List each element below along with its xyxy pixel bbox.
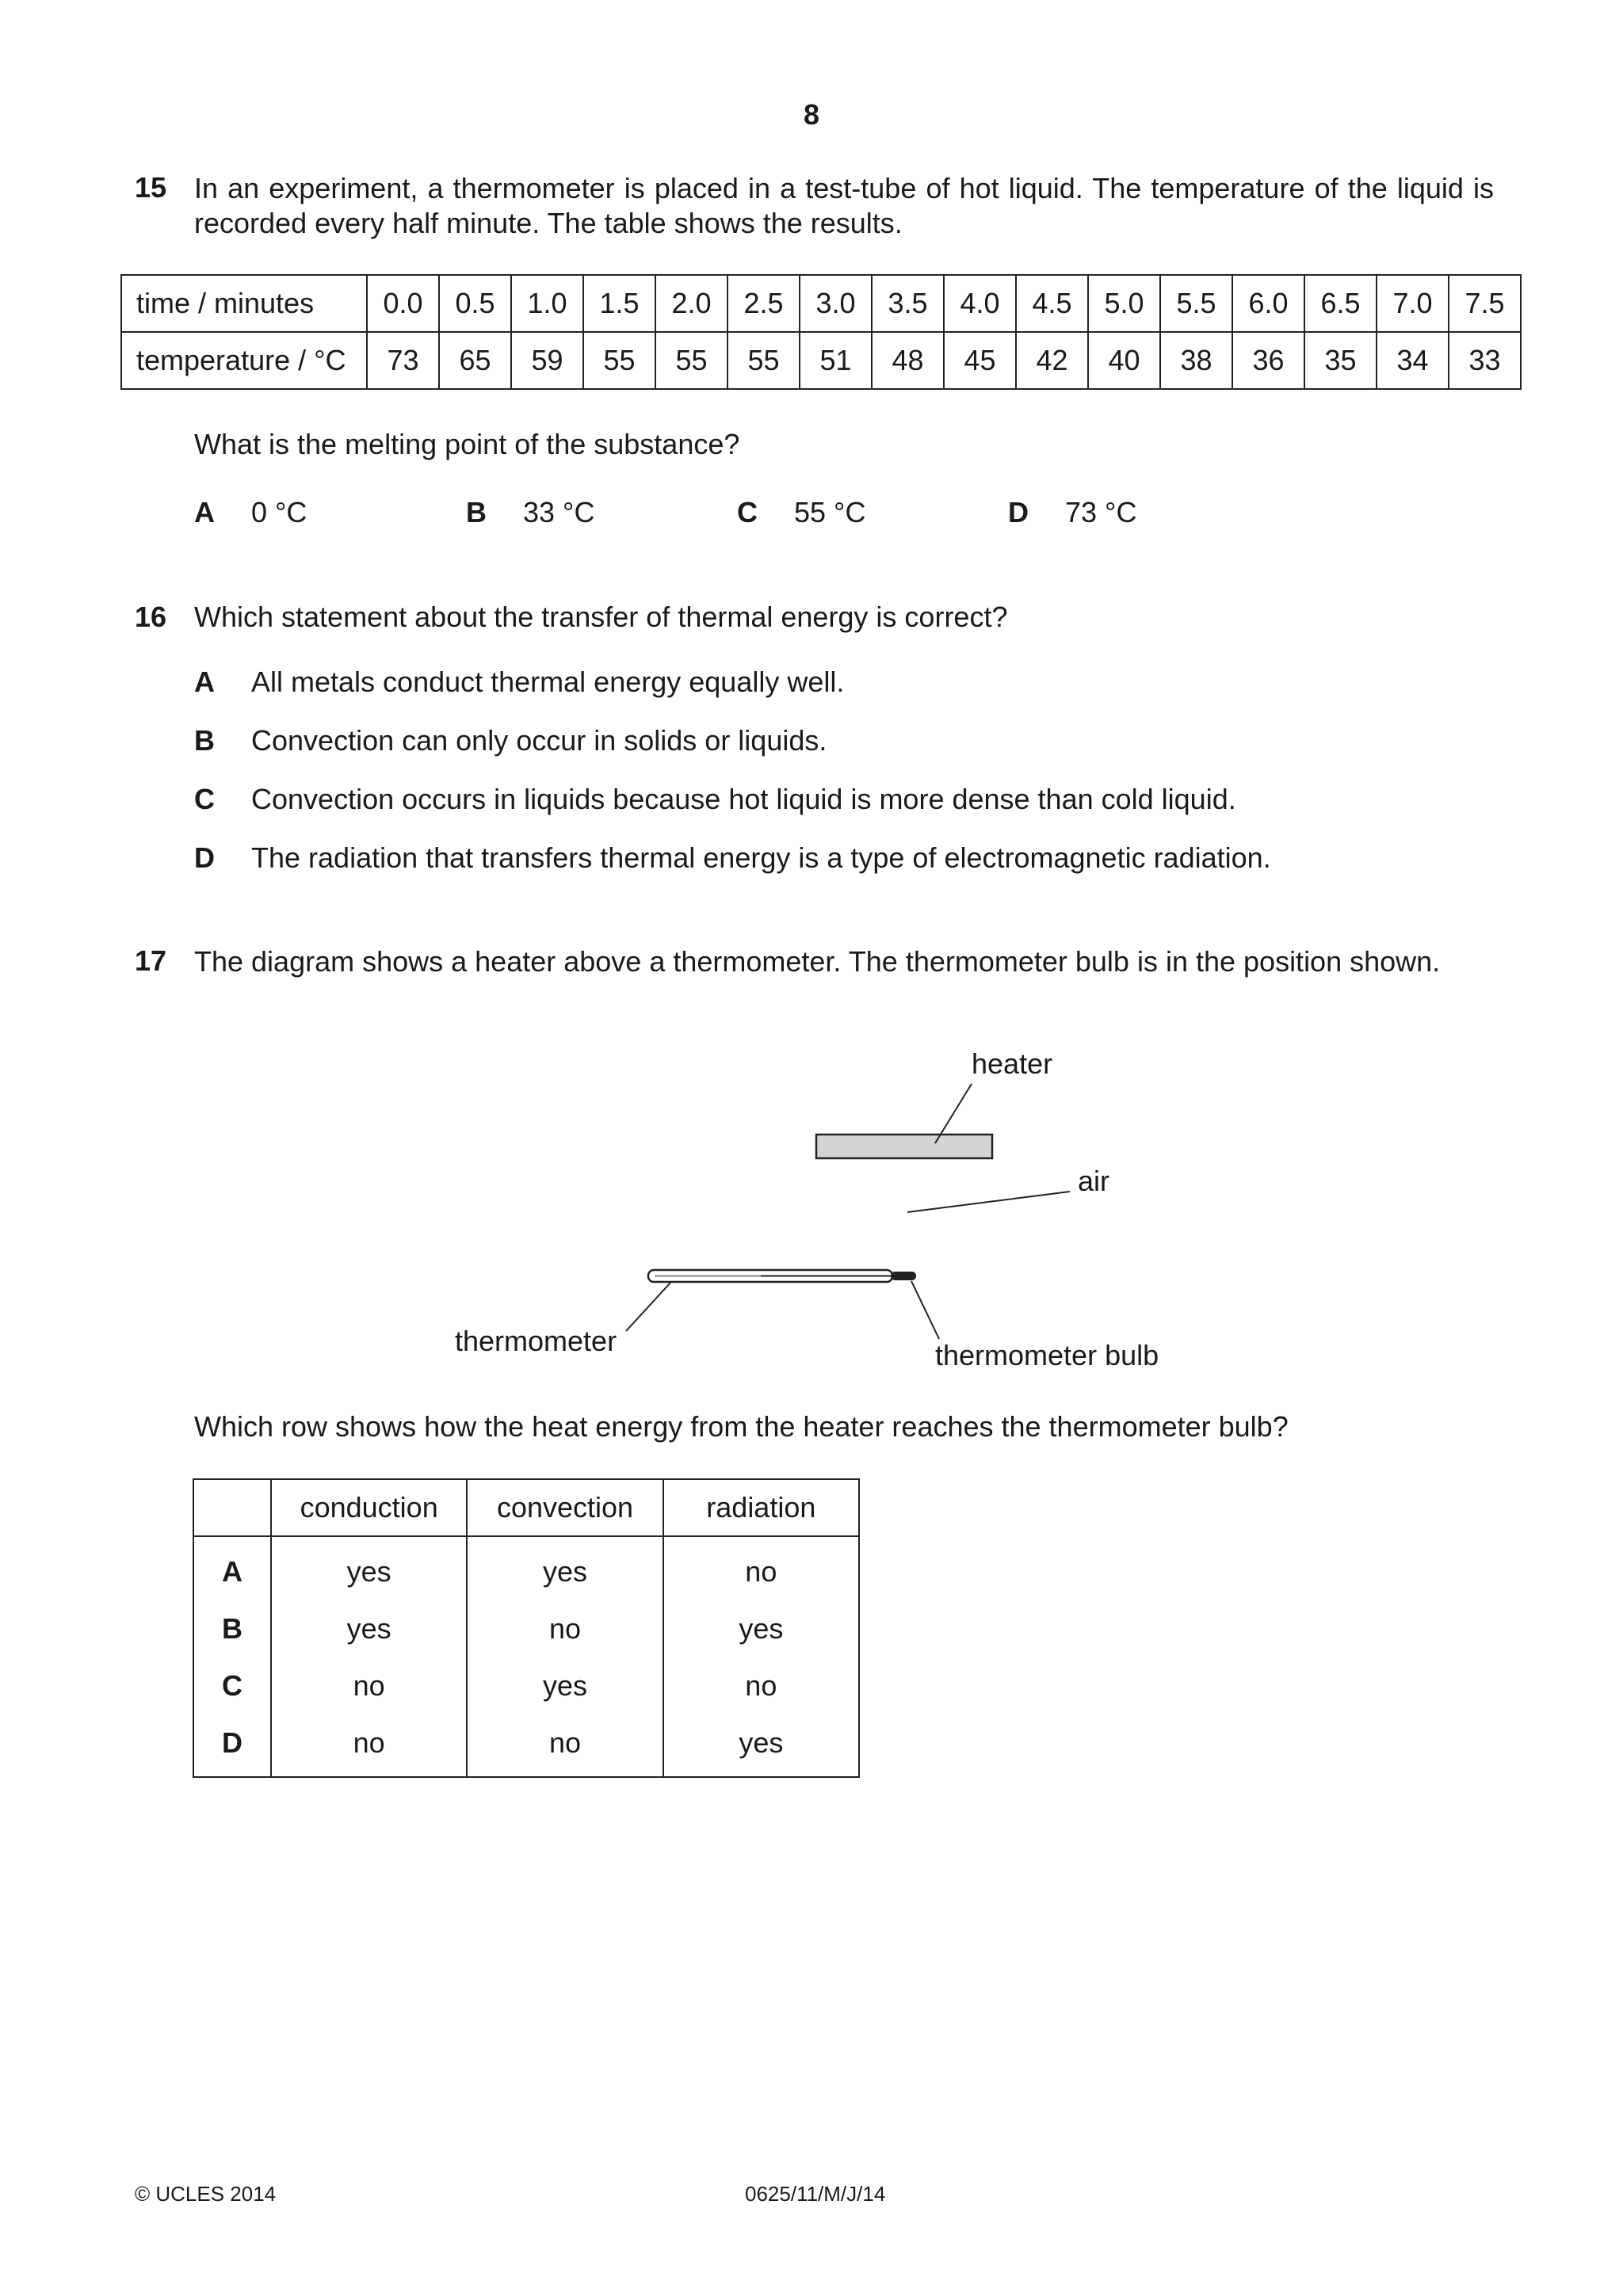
option-letter: A — [194, 496, 215, 528]
convection-cell: yes — [467, 1657, 663, 1714]
temperature-cell: 36 — [1232, 332, 1304, 389]
heater-label: heater — [972, 1047, 1053, 1080]
convection-header: convection — [467, 1479, 663, 1536]
time-cell: 6.5 — [1304, 275, 1377, 332]
time-cell: 3.5 — [872, 275, 944, 332]
radiation-header: radiation — [663, 1479, 859, 1536]
option-letter: C — [194, 783, 215, 815]
option-text: Convection can only occur in solids or liquids. — [251, 724, 827, 757]
time-cell: 7.5 — [1449, 275, 1521, 332]
time-cell: 1.5 — [583, 275, 655, 332]
time-cell: 7.0 — [1377, 275, 1449, 332]
time-cell: 1.0 — [511, 275, 583, 332]
temperature-cell: 34 — [1377, 332, 1449, 389]
option-text: All metals conduct thermal energy equally well. — [251, 666, 845, 698]
temperature-cell: 38 — [1160, 332, 1232, 389]
temperature-cell: 35 — [1304, 332, 1377, 389]
temperature-cell: 42 — [1016, 332, 1088, 389]
table-row[interactable] — [193, 1536, 859, 1600]
temperature-cell: 55 — [727, 332, 800, 389]
time-row-label: time / minutes — [121, 275, 367, 332]
conduction-cell: no — [271, 1714, 467, 1777]
question-17-number: 17 — [135, 944, 167, 977]
time-cell: 6.0 — [1232, 275, 1304, 332]
radiation-cell: no — [663, 1657, 859, 1714]
table-row[interactable] — [193, 1600, 859, 1657]
thermometer-leader-line — [626, 1283, 670, 1331]
time-cell: 2.5 — [727, 275, 800, 332]
convection-cell: yes — [467, 1536, 663, 1600]
header-row — [193, 1479, 859, 1536]
option-text: 55 °C — [794, 496, 866, 528]
radiation-cell: yes — [663, 1714, 859, 1777]
table-row[interactable] — [193, 1714, 859, 1777]
time-cell: 5.0 — [1088, 275, 1160, 332]
footer-copyright: © UCLES 2014 — [135, 2182, 277, 2206]
conduction-cell: yes — [271, 1600, 467, 1657]
radiation-cell: yes — [663, 1600, 859, 1657]
conduction-header: conduction — [271, 1479, 467, 1536]
conduction-cell: no — [271, 1657, 467, 1714]
option-text: 33 °C — [523, 496, 595, 528]
temperature-cell: 45 — [944, 332, 1016, 389]
empty-header-cell — [193, 1479, 271, 1536]
option-letter: B — [194, 724, 215, 757]
question-15-number: 15 — [135, 171, 167, 204]
temperature-cell: 40 — [1088, 332, 1160, 389]
radiation-cell: no — [663, 1536, 859, 1600]
option-text: 0 °C — [251, 496, 307, 528]
question-16-text: Which statement about the transfer of thermal energy is correct? — [194, 601, 1008, 633]
thermometer-label: thermometer — [455, 1325, 617, 1357]
temperature-cell: 51 — [800, 332, 872, 389]
option-text: 73 °C — [1065, 496, 1137, 528]
convection-cell: no — [467, 1600, 663, 1657]
table-row[interactable] — [193, 1657, 859, 1714]
question-17-text: The diagram shows a heater above a thermometer. The thermometer bulb is in the position shown. — [194, 945, 1441, 978]
convection-cell: no — [467, 1714, 663, 1777]
temperature-cell: 48 — [872, 332, 944, 389]
option-text: Convection occurs in liquids because hot liquid is more dense than cold liquid. — [251, 783, 1236, 815]
thermometer-bulb-label: thermometer bulb — [935, 1339, 1159, 1371]
air-leader-line — [907, 1192, 1070, 1212]
option-text: The radiation that transfers thermal energy is a type of electromagnetic radiation. — [251, 841, 1271, 874]
time-cell: 2.0 — [655, 275, 727, 332]
question-15-text: In an experiment, a thermometer is placed in a test-tube of hot liquid. The temperature of the liquid is recorded every half minute. The table shows the results. — [194, 172, 1494, 239]
temperature-cell: 55 — [655, 332, 727, 389]
time-cell: 0.0 — [367, 275, 439, 332]
row-letter: D — [193, 1714, 271, 1777]
footer-paper-code: 0625/11/M/J/14 — [745, 2182, 886, 2206]
time-cell: 4.0 — [944, 275, 1016, 332]
time-cell: 3.0 — [800, 275, 872, 332]
temperature-cell: 33 — [1449, 332, 1521, 389]
page-number: 8 — [803, 98, 820, 131]
row-letter: A — [193, 1536, 271, 1600]
option-letter: A — [194, 666, 215, 698]
option-letter: D — [194, 841, 215, 874]
temperature-row-label: temperature / °C — [121, 332, 367, 389]
heater-shape — [816, 1135, 992, 1158]
option-letter: C — [737, 496, 758, 528]
time-cell: 4.5 — [1016, 275, 1088, 332]
question-15-prompt: What is the melting point of the substance? — [194, 428, 740, 460]
option-letter: D — [1008, 496, 1029, 528]
temperature-cell: 73 — [367, 332, 439, 389]
question-17-prompt: Which row shows how the heat energy from the heater reaches the thermometer bulb? — [194, 1410, 1289, 1443]
thermometer-bulb — [891, 1272, 916, 1280]
conduction-cell: yes — [271, 1536, 467, 1600]
question-16-number: 16 — [135, 601, 167, 633]
temperature-cell: 65 — [439, 332, 511, 389]
temperature-cell: 55 — [583, 332, 655, 389]
time-cell: 0.5 — [439, 275, 511, 332]
time-cell: 5.5 — [1160, 275, 1232, 332]
row-letter: C — [193, 1657, 271, 1714]
heat-transfer-table — [193, 1478, 860, 1778]
bulb-leader-line — [911, 1281, 939, 1339]
temperature-cell: 59 — [511, 332, 583, 389]
row-letter: B — [193, 1600, 271, 1657]
option-letter: B — [466, 496, 487, 528]
air-label: air — [1078, 1165, 1110, 1197]
